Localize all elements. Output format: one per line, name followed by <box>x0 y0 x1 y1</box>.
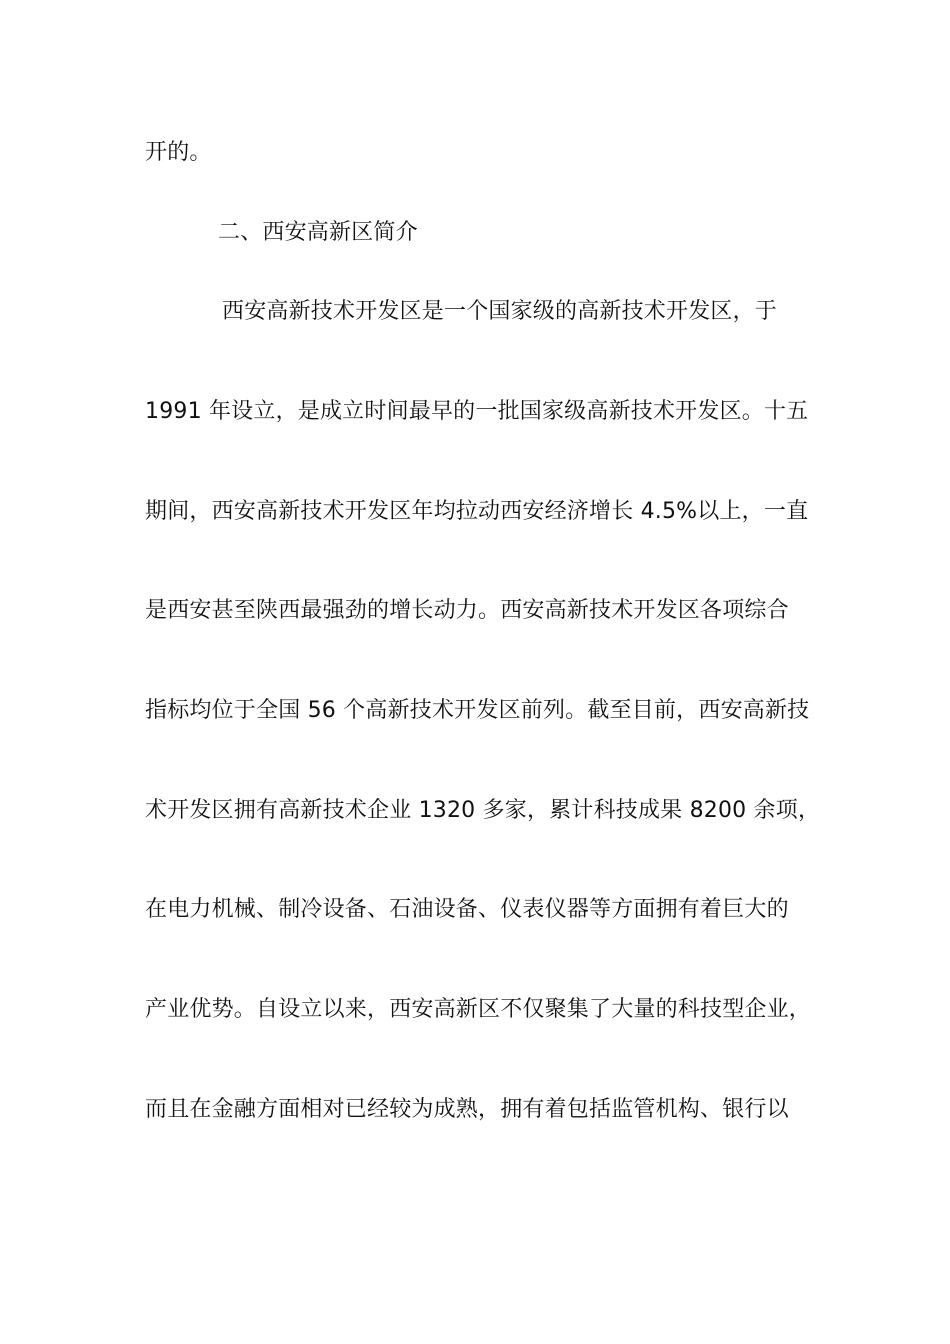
text-line-continuation: 开的。 <box>145 140 212 165</box>
paragraph-line-6: 术开发区拥有高新技术企业 1320 多家，累计科技成果 8200 余项， <box>145 798 821 823</box>
paragraph-line-9: 而且在金融方面相对已经较为成熟，拥有着包括监管机构、银行以 <box>145 1097 789 1122</box>
paragraph-line-4: 是西安甚至陕西最强劲的增长动力。西安高新技术开发区各项综合 <box>145 598 789 623</box>
paragraph-line-7: 在电力机械、制冷设备、石油设备、仪表仪器等方面拥有着巨大的 <box>145 897 789 922</box>
paragraph-line-5: 指标均位于全国 56 个高新技术开发区前列。截至目前，西安高新技 <box>145 698 810 723</box>
paragraph-line-3: 期间，西安高新技术开发区年均拉动西安经济增长 4.5%以上，一直 <box>145 499 809 524</box>
section-heading: 二、西安高新区简介 <box>218 220 418 245</box>
paragraph-line-8: 产业优势。自设立以来，西安高新区不仅聚集了大量的科技型企业， <box>145 997 812 1022</box>
paragraph-line-1: 西安高新技术开发区是一个国家级的高新技术开发区，于 <box>222 299 778 324</box>
paragraph-line-2: 1991 年设立，是成立时间最早的一批国家级高新技术开发区。十五 <box>145 399 809 424</box>
